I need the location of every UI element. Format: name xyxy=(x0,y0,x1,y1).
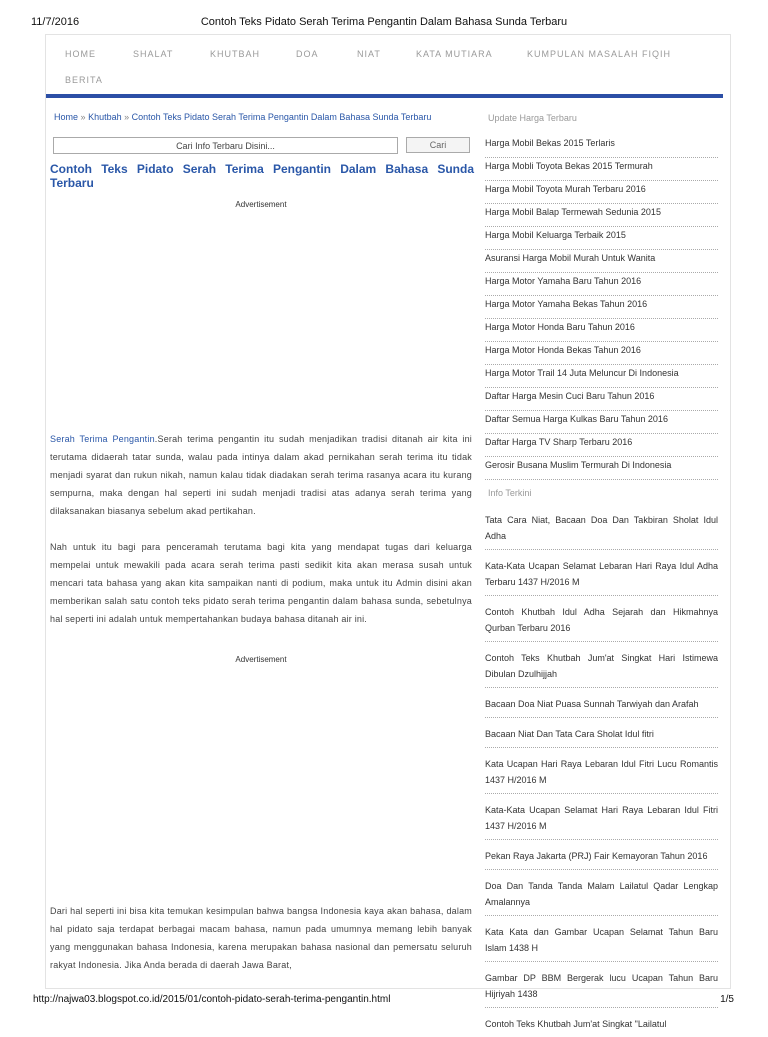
post-paragraph-3: Dari hal seperti ini bisa kita temukan kesimpulan bahwa bangsa Indonesia kaya akan bahasa, dalam hal pidato saja terdapat berbagai macam bahasa, namun pada umumnya memang lebih banyak yang menggunakan bahasa Indonesia, karena merupakan bahasa nasional dan pemersatu seluruh rakyat Indonesia. Jika Anda berada di daerah Jawa Barat, xyxy=(50,906,472,970)
post-paragraph-1-text: .Serah terima pengantin itu sudah menjadikan tradisi ditanah air kita ini terutama didaerah tatar sunda, walau pada intinya dalam akad pernikahan serah terima itu tidak menjadi syarat dan rukun nikah, namun kalau tidak diadakan serah terima rasanya acara itu kurang sempurna, maka dengan hal seperti ini sudah menjadi tradisi atas adanya serah terima yang dilaksanakan biasanya sebelum akad pertikahan. xyxy=(50,434,473,516)
sidebar-link[interactable]: Asuransi Harga Mobil Murah Untuk Wanita xyxy=(485,250,718,273)
print-url: http://najwa03.blogspot.co.id/2015/01/contoh-pidato-serah-terima-pengantin.html xyxy=(33,994,391,1005)
sidebar-link[interactable]: Tata Cara Niat, Bacaan Doa Dan Takbiran Sholat Idul Adha xyxy=(485,504,718,550)
sidebar-link[interactable]: Daftar Semua Harga Kulkas Baru Tahun 2016 xyxy=(485,411,718,434)
sidebar-list-info-terkini xyxy=(485,504,718,1037)
post-title: Contoh Teks Pidato Serah Terima Pengantin Dalam Bahasa Sunda Terbaru xyxy=(50,162,474,190)
print-page-number: 1/5 xyxy=(720,994,734,1005)
sidebar-link[interactable]: Contoh Teks Khutbah Jum'at Singkat "Lailatul xyxy=(485,1019,667,1029)
breadcrumb-separator: » xyxy=(80,112,86,122)
sidebar-link[interactable]: Pekan Raya Jakarta (PRJ) Fair Kemayoran Tahun 2016 xyxy=(485,840,718,870)
sidebar-link[interactable]: Bacaan Niat Dan Tata Cara Sholat Idul fitri xyxy=(485,718,718,748)
sidebar-link[interactable]: Doa Dan Tanda Tanda Malam Lailatul Qadar Lengkap Amalannya xyxy=(485,870,718,916)
sidebar-heading-update-harga: Update Harga Terbaru xyxy=(488,113,577,123)
breadcrumb-category[interactable]: Khutbah xyxy=(88,112,122,122)
nav-home[interactable]: HOME xyxy=(65,49,96,59)
nav-berita[interactable]: BERITA xyxy=(65,75,103,85)
sidebar-link[interactable]: Harga Mobil Keluarga Terbaik 2015 xyxy=(485,227,718,250)
breadcrumb xyxy=(54,112,431,122)
sidebar-link[interactable]: Harga Mobil Toyota Murah Terbaru 2016 xyxy=(485,181,718,204)
nav-shalat[interactable]: SHALAT xyxy=(133,49,174,59)
nav-khutbah[interactable]: KHUTBAH xyxy=(210,49,261,59)
search-input[interactable] xyxy=(53,137,398,154)
post-paragraph-2: Nah untuk itu bagi para penceramah terutama bagi kita yang mendapat tugas dari keluarga mempelai untuk mewakili pada acara serah terima pasti sedikit kita akan merasa susah untuk mencari tata bahasa yang akan kita sampaikan nanti di podium, maka untuk itu Admin disini akan memberikan salah satu contoh teks pidato serah terima pengantin dalam bahasa sunda, sebetulnya hal seperti ini adalah untuk mempertahankan budaya bahasa ditanah air ini. xyxy=(50,542,472,624)
sidebar-link[interactable]: Contoh Teks Khutbah Jum'at Singkat Hari Istimewa Dibulan Dzulhijjah xyxy=(485,642,718,688)
sidebar-link[interactable]: Gambar DP BBM Bergerak lucu Ucapan Tahun Baru Hijriyah 1438 xyxy=(485,962,718,1008)
sidebar-link[interactable]: Daftar Harga Mesin Cuci Baru Tahun 2016 xyxy=(485,388,718,411)
sidebar-link[interactable]: Harga Motor Honda Baru Tahun 2016 xyxy=(485,319,718,342)
sidebar-link[interactable]: Daftar Harga TV Sharp Terbaru 2016 xyxy=(485,434,718,457)
nav-kumpulan-masalah-fiqih[interactable]: KUMPULAN MASALAH FIQIH xyxy=(527,49,672,59)
sidebar-link[interactable]: Harga Motor Yamaha Baru Tahun 2016 xyxy=(485,273,718,296)
sidebar-link[interactable]: Kata-Kata Ucapan Selamat Lebaran Hari Raya Idul Adha Terbaru 1437 H/2016 M xyxy=(485,550,718,596)
sidebar-link[interactable]: Harga Mobil Balap Termewah Sedunia 2015 xyxy=(485,204,718,227)
sidebar-link[interactable]: Gerosir Busana Muslim Termurah Di Indonesia xyxy=(485,457,718,480)
sidebar-link[interactable]: Harga Motor Yamaha Bekas Tahun 2016 xyxy=(485,296,718,319)
main-nav xyxy=(48,40,728,96)
breadcrumb-current[interactable]: Contoh Teks Pidato Serah Terima Pengantin Dalam Bahasa Sunda Terbaru xyxy=(131,112,432,122)
advertisement-label: Advertisement xyxy=(235,200,287,209)
nav-divider xyxy=(46,94,723,98)
nav-niat[interactable]: NIAT xyxy=(357,49,381,59)
sidebar-heading-info-terkini: Info Terkini xyxy=(488,488,532,498)
nav-doa[interactable]: DOA xyxy=(296,49,319,59)
advertisement-label: Advertisement xyxy=(235,655,287,664)
search-button[interactable]: Cari xyxy=(406,137,470,153)
sidebar-link[interactable]: Harga Mobil Bekas 2015 Terlaris xyxy=(485,135,718,158)
sidebar-link[interactable]: Harga Mobli Toyota Bekas 2015 Termurah xyxy=(485,158,718,181)
sidebar-link[interactable]: Kata Kata dan Gambar Ucapan Selamat Tahun Baru Islam 1438 H xyxy=(485,916,718,962)
sidebar-link[interactable]: Harga Motor Honda Bekas Tahun 2016 xyxy=(485,342,718,365)
sidebar-link[interactable]: Contoh Khutbah Idul Adha Sejarah dan Hikmahnya Qurban Terbaru 2016 xyxy=(485,596,718,642)
sidebar-link[interactable]: Kata Ucapan Hari Raya Lebaran Idul Fitri Lucu Romantis 1437 H/2016 M xyxy=(485,748,718,794)
sidebar-link[interactable]: Kata-Kata Ucapan Selamat Hari Raya Lebaran Idul Fitri 1437 H/2016 M xyxy=(485,794,718,840)
nav-kata-mutiara[interactable]: KATA MUTIARA xyxy=(416,49,493,59)
post-paragraph-1 xyxy=(50,430,472,520)
sidebar-link[interactable]: Bacaan Doa Niat Puasa Sunnah Tarwiyah dan Arafah xyxy=(485,688,718,718)
sidebar-list-update-harga xyxy=(485,135,718,480)
breadcrumb-home[interactable]: Home xyxy=(54,112,79,122)
serah-terima-pengantin-link[interactable]: Serah Terima Pengantin xyxy=(50,434,155,444)
print-title: Contoh Teks Pidato Serah Terima Pengantin Dalam Bahasa Sunda Terbaru xyxy=(200,16,568,28)
breadcrumb-separator: » xyxy=(124,112,130,122)
sidebar-link[interactable]: Harga Motor Trail 14 Juta Meluncur Di Indonesia xyxy=(485,365,718,388)
print-date: 11/7/2016 xyxy=(31,16,80,28)
